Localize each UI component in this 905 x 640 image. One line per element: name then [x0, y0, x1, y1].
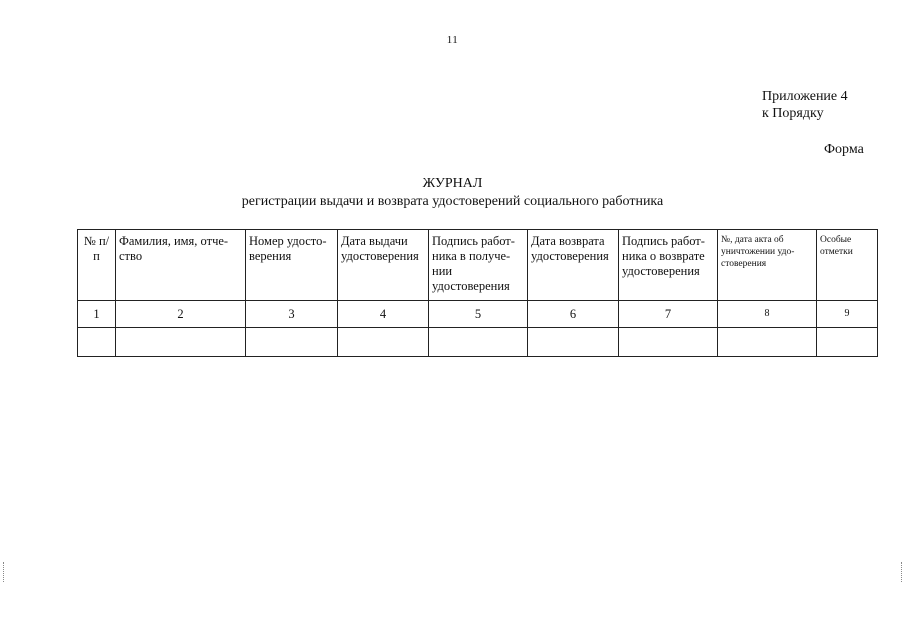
empty-cell — [718, 328, 817, 357]
empty-cell — [78, 328, 116, 357]
header-cell-issue-date: Дата выдачи удостоверения — [338, 230, 429, 301]
page-number: 11 — [446, 34, 459, 46]
scan-edge-mark — [901, 562, 903, 582]
scan-edge-mark — [3, 562, 5, 582]
header-cell-return-signature: Подпись работ-ника о возврате удостоверения — [619, 230, 718, 301]
empty-cell — [338, 328, 429, 357]
document-title: ЖУРНАЛ — [422, 176, 483, 191]
form-label: Форма — [824, 142, 864, 157]
journal-table — [77, 229, 878, 357]
table-row — [78, 328, 878, 357]
appendix-line-1: Приложение 4 — [762, 89, 848, 104]
appendix-reference — [762, 88, 848, 122]
header-cell-receipt-signature: Подпись работ-ника в получе-нии удостоверения — [429, 230, 528, 301]
empty-cell — [817, 328, 878, 357]
empty-cell — [116, 328, 246, 357]
document-subtitle: регистрации выдачи и возврата удостоверений социального работника — [241, 194, 664, 209]
column-number-cell: 8 — [718, 301, 817, 328]
column-number-cell: 1 — [78, 301, 116, 328]
header-cell-special-notes: Особые отметки — [817, 230, 878, 301]
header-cell-full-name: Фамилия, имя, отче-ство — [116, 230, 246, 301]
appendix-line-2: к Порядку — [762, 106, 824, 121]
empty-cell — [246, 328, 338, 357]
empty-cell — [429, 328, 528, 357]
column-number-cell: 6 — [528, 301, 619, 328]
column-number-cell: 9 — [817, 301, 878, 328]
header-cell-return-date: Дата возврата удостоверения — [528, 230, 619, 301]
column-number-cell: 7 — [619, 301, 718, 328]
empty-cell — [619, 328, 718, 357]
table-header-row — [78, 230, 878, 301]
empty-cell — [528, 328, 619, 357]
header-cell-destruction-act: №, дата акта об уничтожении удо-стоверения — [718, 230, 817, 301]
column-number-cell: 3 — [246, 301, 338, 328]
header-cell-id-number: Номер удосто-верения — [246, 230, 338, 301]
column-number-cell: 5 — [429, 301, 528, 328]
column-number-cell: 2 — [116, 301, 246, 328]
table-column-number-row — [78, 301, 878, 328]
column-number-cell: 4 — [338, 301, 429, 328]
header-cell-number: № п/п — [78, 230, 116, 301]
